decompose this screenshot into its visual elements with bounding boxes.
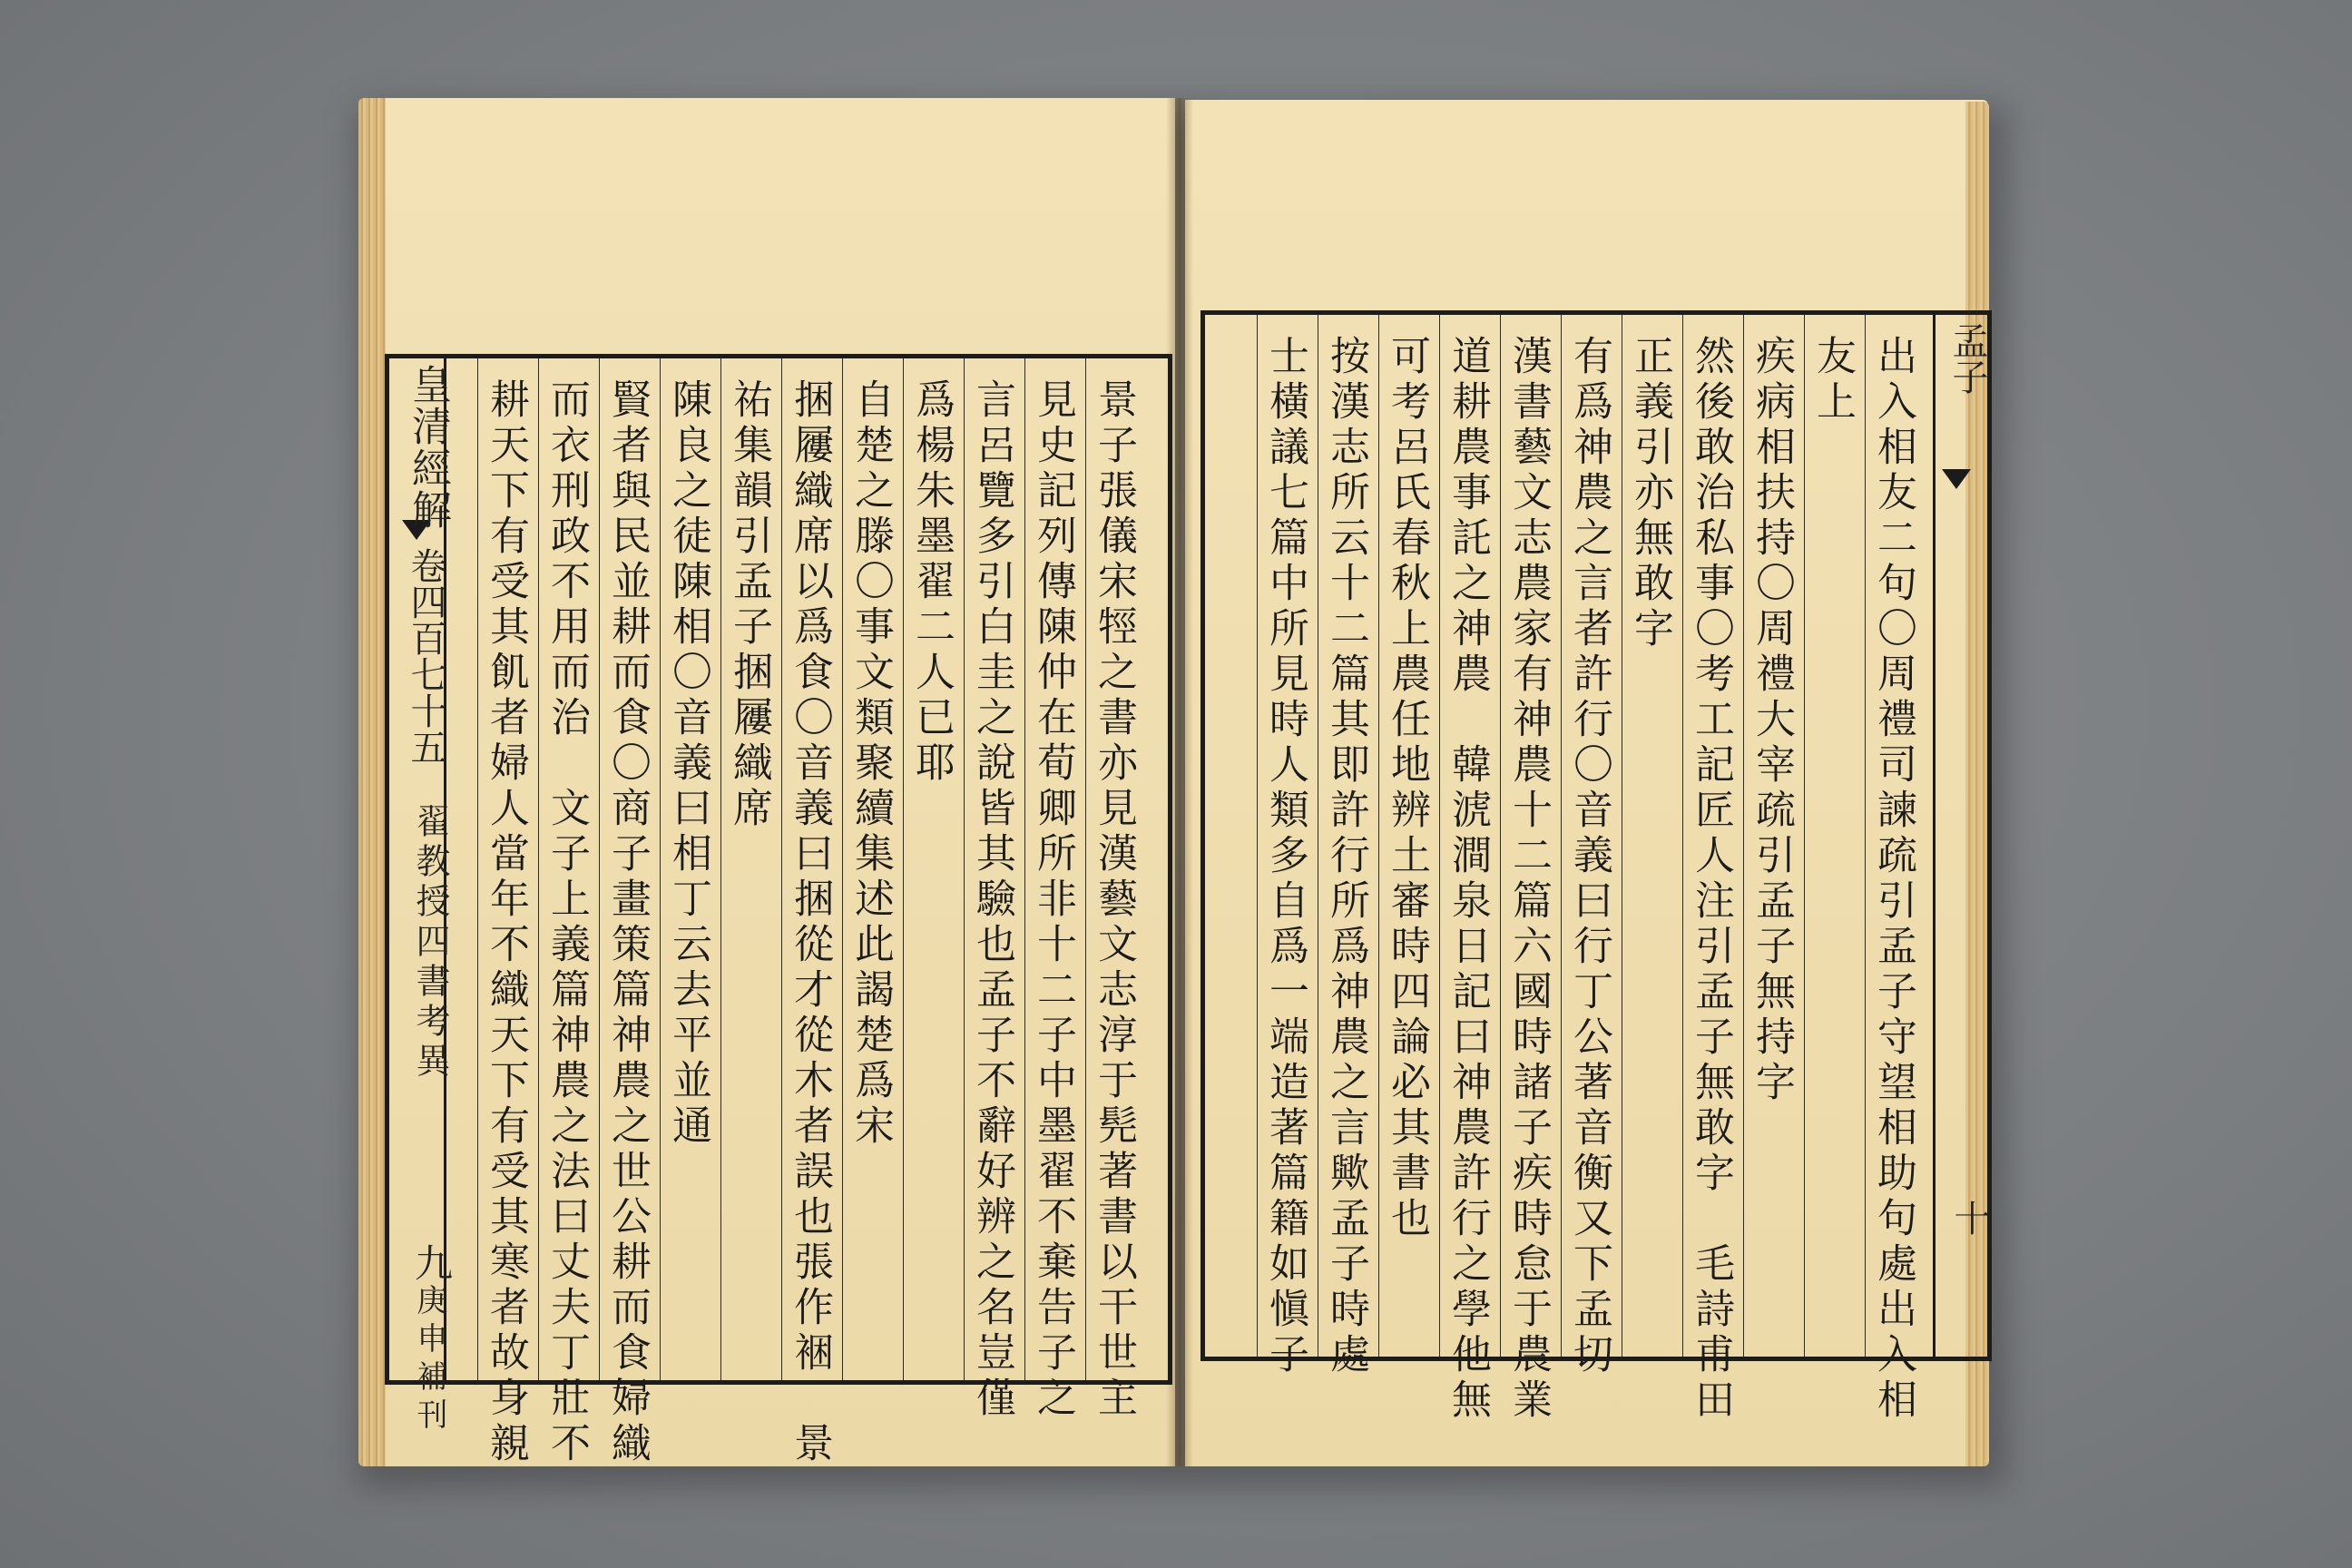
- text-column: 而衣刑政不用而治 文子上義篇神農之法曰丈夫丁壯不: [544, 378, 590, 1467]
- column-rule: [964, 358, 965, 1380]
- column-rule: [720, 358, 721, 1380]
- column-rule: [1743, 315, 1744, 1357]
- text-column: 爲楊朱墨翟二人已耶: [908, 378, 955, 787]
- column-rule: [842, 358, 843, 1380]
- text-column: 然後敢治私事〇考工記匠人注引孟子無敢字 毛詩甫田: [1688, 335, 1734, 1424]
- left-page-edge: [358, 98, 386, 1466]
- column-rule: [1085, 358, 1086, 1380]
- left-margin-leaf: 九: [409, 1243, 454, 1281]
- left-margin-volume: 卷四百七十五: [405, 547, 446, 765]
- left-page-frame: [385, 354, 1172, 1467]
- column-rule: [660, 358, 661, 1380]
- right-margin-leaf: 十: [1948, 1200, 1990, 1236]
- column-rule: [538, 358, 539, 1380]
- text-column: 漢書藝文志農家有神農十二篇六國時諸子疾時怠于農業: [1505, 335, 1552, 1424]
- text-column: 自楚之滕〇事文類聚續集述此謁楚爲宋: [848, 378, 894, 1150]
- text-column: 陳良之徒陳相〇音義曰相丁云去平並通: [665, 378, 711, 1150]
- column-rule: [781, 358, 782, 1380]
- column-rule: [1024, 358, 1025, 1380]
- text-column: 見史記列傳陳仲在荀卿所非十二子中墨翟不棄告子之: [1030, 378, 1076, 1422]
- column-rule: [1865, 315, 1866, 1357]
- left-margin-title: 皇清經解: [405, 364, 451, 531]
- column-rule: [1439, 315, 1440, 1357]
- text-column: 可考呂氏春秋上農任地辨土審時四論必其書也: [1384, 335, 1430, 1242]
- text-column: 友上: [1809, 335, 1856, 426]
- column-rule: [1257, 315, 1258, 1357]
- column-rule: [1682, 315, 1683, 1357]
- right-margin-title: 孟子: [1946, 322, 1988, 395]
- column-rule: [1500, 315, 1501, 1357]
- text-column: 有爲神農之言者許行〇音義曰行丁公著音衡又下孟切: [1566, 335, 1612, 1378]
- column-rule: [1561, 315, 1562, 1357]
- text-column: 賢者與民並耕而食〇商子畫策篇神農之世公耕而食婦織: [604, 378, 651, 1467]
- text-column: 士橫議七篇中所見時人類多自爲一端造著篇籍如愼子: [1262, 335, 1308, 1378]
- text-column: 景子張儀宋牼之書亦見漢藝文志淳于髡著書以干世主: [1091, 378, 1137, 1422]
- text-column: 疾病相扶持〇周禮大宰疏引孟子無持字: [1749, 335, 1795, 1106]
- right-page-frame: [1200, 310, 1992, 1424]
- fish-tail-mark-right: [1942, 469, 1971, 489]
- column-rule: [1378, 315, 1379, 1357]
- text-column: 正義引亦無敢字: [1627, 335, 1673, 652]
- text-column: 出入相友二句〇周禮司諫疏引孟子守望相助句處出入相: [1870, 335, 1916, 1424]
- text-column: 耕天下有受其飢者婦人當年不織天下有受其寒者故身親: [483, 378, 529, 1467]
- left-margin-author: 翟教授四書考異: [410, 803, 450, 1083]
- text-column: 祐集韻引孟子捆屨織席: [726, 378, 772, 832]
- column-rule: [477, 358, 478, 1380]
- column-rule: [1804, 315, 1805, 1357]
- text-column: 言呂覽多引白圭之說皆其驗也孟子不辭好辨之名豈僅: [969, 378, 1015, 1422]
- text-column: 按漢志所云十二篇其即許行所爲神農之言歟孟子時處: [1323, 335, 1369, 1378]
- column-rule: [599, 358, 600, 1380]
- text-column: 道耕農事託之神農 韓淲澗泉日記曰神農許行之學他無: [1445, 335, 1491, 1424]
- right-margin-rule: [1933, 315, 1936, 1357]
- column-rule: [903, 358, 904, 1380]
- left-margin-note: 庚申補刊: [411, 1284, 447, 1436]
- text-column: 捆屨織席以爲食〇音義曰捆從才從木者誤也張作裍 景: [787, 378, 833, 1467]
